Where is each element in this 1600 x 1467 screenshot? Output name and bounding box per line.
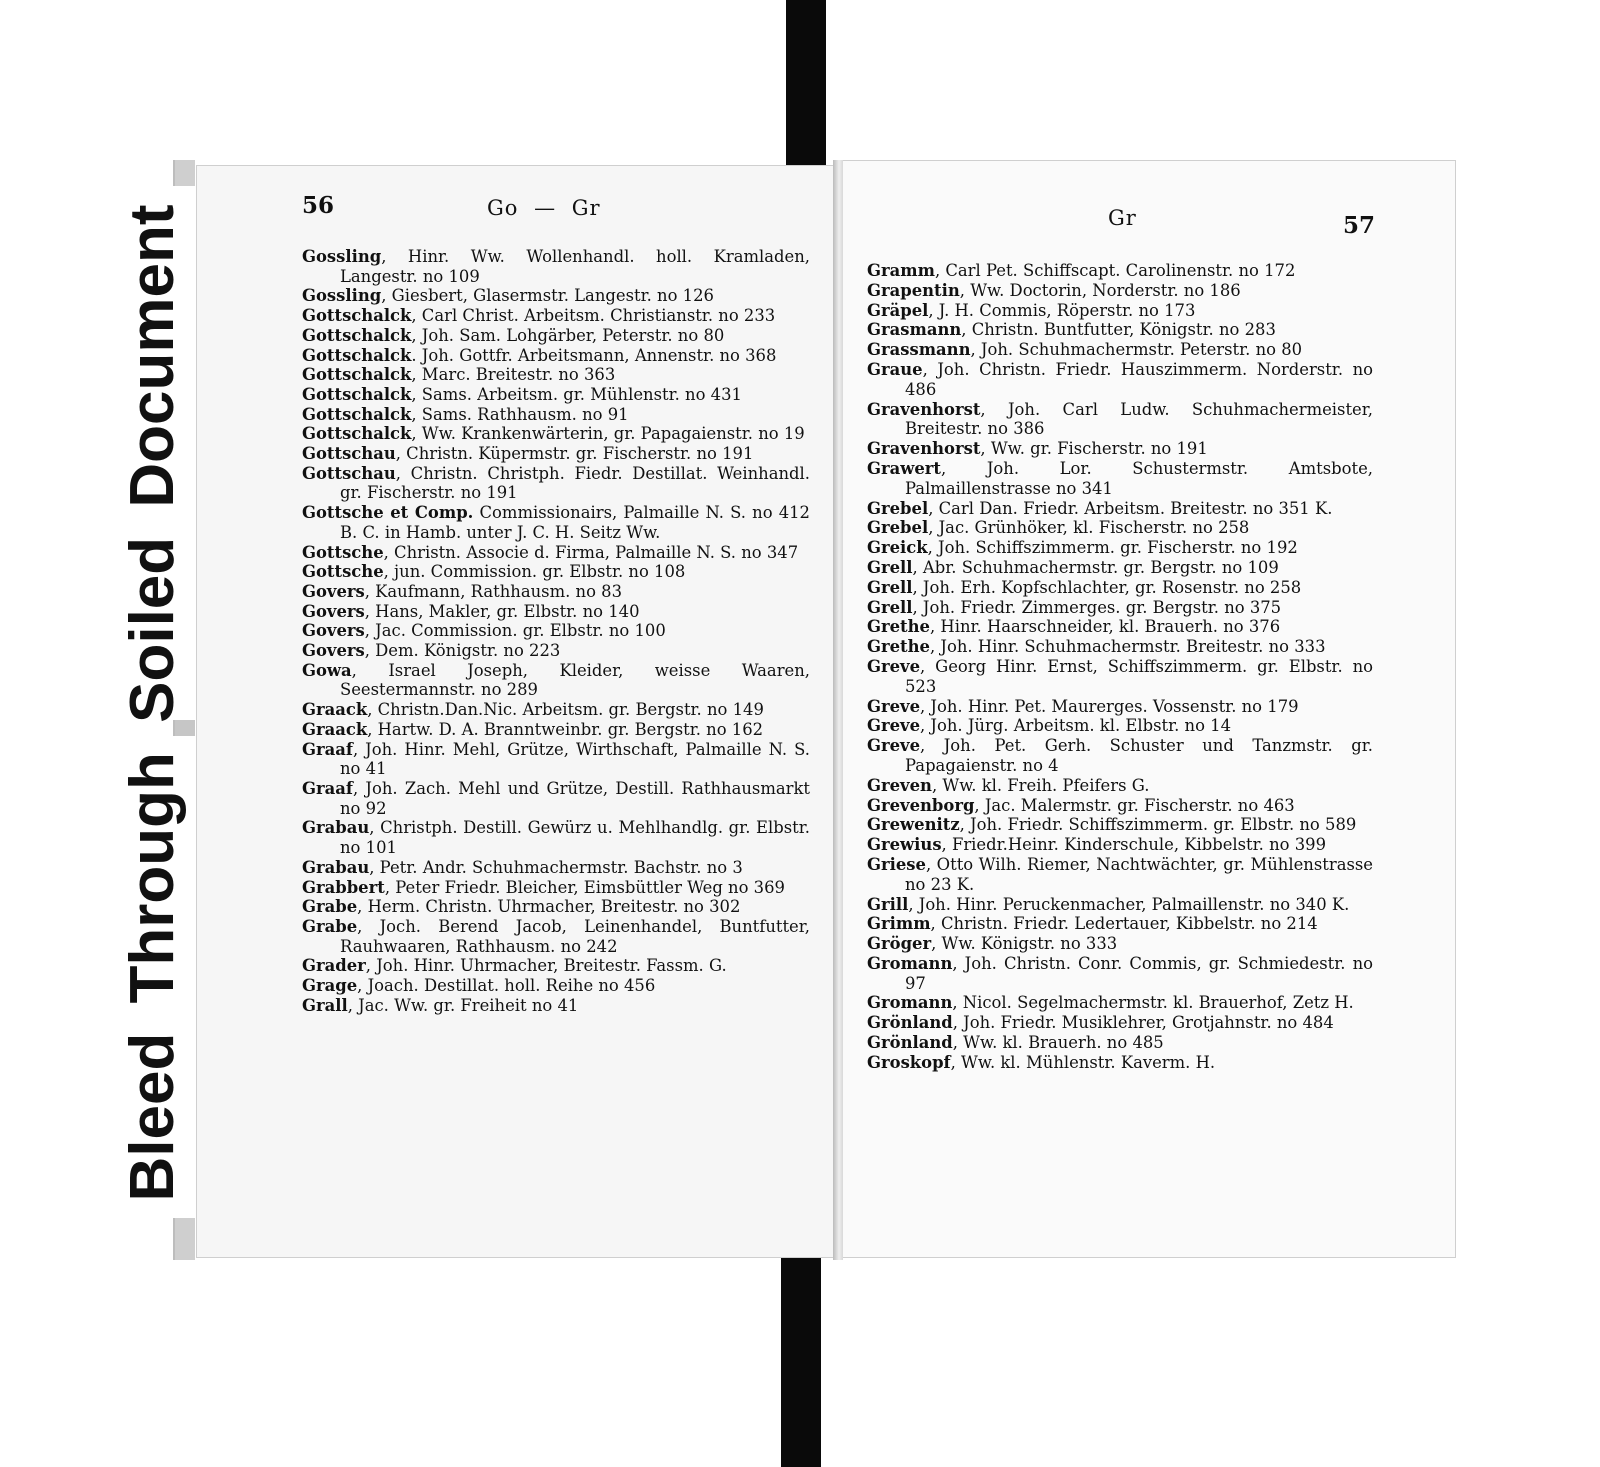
directory-entry (302, 562, 810, 582)
directory-entry (867, 993, 1373, 1013)
directory-entry (867, 499, 1373, 519)
entry-surname: Govers (302, 581, 365, 601)
entry-surname: Gottschau (302, 444, 396, 464)
left-running-head: Go — Gr (487, 196, 601, 220)
entry-details: , Joh. Pet. Gerh. Schuster und Tanzmstr. gr. Papagaienstr. no 4 (905, 736, 1373, 775)
page-edge-strip (173, 1218, 195, 1260)
directory-entry (302, 700, 810, 720)
entry-surname: Graack (302, 719, 368, 739)
entry-details: , Jac. Grünhöker, kl. Fischerstr. no 258 (928, 518, 1250, 538)
entry-surname: Gottschau (302, 463, 396, 483)
entry-surname: Gromann (867, 993, 953, 1013)
entry-details: , Joh. Christn. Conr. Commis, gr. Schmiedestr. no 97 (905, 953, 1373, 993)
directory-entry (867, 1053, 1373, 1073)
entry-surname: Gottschalck (302, 325, 412, 345)
directory-entry (302, 818, 810, 857)
entry-details: , Hartw. D. A. Branntweinbr. gr. Bergstr. no 162 (367, 719, 764, 739)
entry-surname: Gräpel (867, 300, 929, 320)
directory-entry (867, 716, 1373, 736)
directory-entry (302, 424, 810, 444)
entry-surname: Govers (302, 641, 365, 661)
directory-entry (867, 360, 1373, 400)
entry-surname: Grasmann (867, 320, 962, 340)
entry-details: , Sams. Rathhausm. no 91 (411, 404, 629, 424)
directory-entry (302, 897, 810, 917)
directory-entry (302, 326, 810, 346)
directory-entry (302, 779, 810, 818)
entry-details: , Joh. Erh. Kopfschlachter, gr. Rosenstr. no 258 (912, 577, 1302, 597)
entry-details: , Abr. Schuhmachermstr. gr. Bergstr. no 109 (912, 557, 1279, 577)
entry-surname: Grill (867, 894, 909, 914)
directory-entry (867, 281, 1373, 301)
entry-surname: Gottschalck (302, 424, 412, 444)
directory-entry (302, 405, 810, 425)
entry-surname: Grimm (867, 914, 931, 934)
entry-details: , Carl Christ. Arbeitsm. Christianstr. no 233 (411, 306, 776, 326)
entry-details: , Joh. Jürg. Arbeitsm. kl. Elbstr. no 14 (920, 716, 1232, 736)
directory-entry (302, 286, 810, 306)
entry-details: , Joach. Destillat. holl. Reihe no 456 (357, 976, 656, 996)
entry-surname: Grönland (867, 1013, 953, 1033)
entry-surname: Govers (302, 601, 365, 621)
entry-details: , Giesbert, Glasermstr. Langestr. no 126 (381, 286, 714, 306)
entry-details: , Joh. Hinr. Mehl, Grütze, Wirthschaft, Palmaille N. S. no 41 (340, 739, 810, 779)
entry-details: , Ww. kl. Brauerh. no 485 (952, 1033, 1164, 1053)
entry-details: , Herm. Christn. Uhrmacher, Breitestr. no 302 (357, 897, 741, 917)
entry-surname: Grapentin (867, 280, 960, 300)
entry-details: , Joh. Schiffszimmerm. gr. Fischerstr. no 192 (927, 538, 1298, 558)
entry-details: , Christph. Destill. Gewürz u. Mehlhandlg. gr. Elbstr. no 101 (340, 818, 810, 858)
entry-surname: Grader (302, 956, 366, 976)
entry-surname: Gravenhorst (867, 439, 981, 459)
directory-entry (302, 543, 810, 563)
entry-surname: Grevenborg (867, 795, 975, 815)
entry-surname: Gromann (867, 953, 953, 973)
entry-surname: Grethe (867, 637, 930, 657)
entry-surname: Greve (867, 716, 921, 736)
directory-entry (302, 720, 810, 740)
directory-entry (302, 385, 810, 405)
directory-entry (867, 954, 1373, 994)
directory-entry (867, 657, 1373, 697)
entry-surname: Gottschalck (302, 345, 412, 365)
entry-details: , Israel Joseph, Kleider, weisse Waaren, Seestermannstr. no 289 (340, 660, 810, 700)
entry-surname: Gossling (302, 247, 382, 266)
entry-surname: Grassmann (867, 340, 971, 360)
entry-surname: Grell (867, 557, 913, 577)
entry-details: , Joch. Berend Jacob, Leinenhandel, Buntfutter, Rauhwaaren, Rathhausm. no 242 (340, 916, 810, 956)
entry-details: , Joh. Friedr. Schiffszimmerm. gr. Elbstr. no 589 (959, 815, 1357, 835)
directory-entry (302, 306, 810, 326)
entry-surname: Greve (867, 656, 921, 676)
entry-details: , Friedr.Heinr. Kinderschule, Kibbelstr. no 399 (941, 835, 1327, 855)
entry-details: Commissionairs, Palmaille N. S. no 412 B. C. in Hamb. unter J. C. H. Seitz Ww. (340, 503, 810, 542)
entry-details: , Ww. kl. Mühlenstr. Kaverm. H. (950, 1052, 1216, 1072)
directory-entry (302, 878, 810, 898)
directory-entry (867, 598, 1373, 618)
entry-surname: Gottschalck (302, 306, 412, 326)
entry-details: , Carl Dan. Friedr. Arbeitsm. Breitestr. no 351 K. (928, 498, 1333, 518)
entry-details: , Christn. Associe d. Firma, Palmaille N. S. no 347 (383, 542, 799, 562)
entry-details: , Nicol. Segelmachermstr. kl. Brauerhof, Zetz H. (952, 993, 1354, 1013)
entry-details: , Joh. Lor. Schustermstr. Amtsbote, Palmaillenstrasse no 341 (905, 458, 1373, 498)
directory-entry (302, 641, 810, 661)
directory-entry (867, 439, 1373, 459)
entry-details: , Joh. Hinr. Uhrmacher, Breitestr. Fassm. G. (365, 956, 727, 976)
entry-surname: Gottschalck (302, 365, 412, 385)
entry-details: , Carl Pet. Schiffscapt. Carolinenstr. no 172 (934, 261, 1296, 280)
entry-surname: Grabau (302, 818, 370, 838)
directory-entry (867, 914, 1373, 934)
directory-entry (867, 1013, 1373, 1033)
entry-details: , J. H. Commis, Röperstr. no 173 (928, 300, 1196, 320)
directory-entry (302, 858, 810, 878)
entry-details: , Christn. Küpermstr. gr. Fischerstr. no 191 (395, 444, 754, 464)
entry-details: , Jac. Ww. gr. Freiheit no 41 (347, 995, 579, 1015)
right-page-number: 57 (1343, 212, 1376, 239)
entry-details: , Joh. Carl Ludw. Schuhmachermeister, Breitestr. no 386 (905, 399, 1373, 439)
entry-details: , Hinr. Ww. Wollenhandl. holl. Kramladen, Langestr. no 109 (340, 247, 810, 286)
entry-surname: Grabe (302, 916, 358, 936)
entry-surname: Gottschalck (302, 404, 412, 424)
entry-surname: Grewius (867, 835, 942, 855)
entry-details: , Joh. Friedr. Musiklehrer, Grotjahnstr. no 484 (952, 1013, 1334, 1033)
entry-surname: Grebel (867, 498, 929, 518)
directory-entry (867, 835, 1373, 855)
entry-details: , Ww. Königstr. no 333 (931, 934, 1118, 954)
directory-entry (302, 956, 810, 976)
right-running-head: Gr (1108, 206, 1137, 230)
entry-surname: Grethe (867, 617, 930, 637)
vertical-label: Bleed Through Soiled Document (118, 204, 187, 1202)
directory-entry (302, 740, 810, 779)
entry-details: . Joh. Gottfr. Arbeitsmann, Annenstr. no 368 (411, 345, 777, 365)
entry-details: , Peter Friedr. Bleicher, Eimsbüttler Weg no 369 (384, 877, 785, 897)
entry-details: , Christn. Friedr. Ledertauer, Kibbelstr. no 214 (930, 914, 1318, 934)
entry-surname: Gottschalck (302, 384, 412, 404)
entry-details: , Sams. Arbeitsm. gr. Mühlenstr. no 431 (411, 384, 742, 404)
entry-surname: Grewenitz (867, 815, 960, 835)
directory-entry (867, 320, 1373, 340)
directory-entry (867, 815, 1373, 835)
entry-details: , Ww. Doctorin, Norderstr. no 186 (959, 280, 1241, 300)
entry-details: , Jac. Malermstr. gr. Fischerstr. no 463 (974, 795, 1295, 815)
entry-details: , Jac. Commission. gr. Elbstr. no 100 (364, 621, 666, 641)
entry-details: , Joh. Friedr. Zimmerges. gr. Bergstr. no 375 (912, 597, 1282, 617)
entry-surname: Grage (302, 976, 358, 996)
directory-entry (867, 400, 1373, 440)
entry-details: , Ww. Krankenwärterin, gr. Papagaienstr. no 19 (411, 424, 805, 444)
entry-surname: Grönland (867, 1033, 953, 1053)
directory-entry (867, 855, 1373, 895)
directory-entry (867, 261, 1373, 281)
entry-surname: Gröger (867, 934, 932, 954)
entry-details: , Joh. Zach. Mehl und Grütze, Destill. Rathhausmarkt no 92 (340, 778, 810, 818)
entry-surname: Gramm (867, 261, 935, 280)
entry-details: , Ww. gr. Fischerstr. no 191 (980, 439, 1208, 459)
directory-entry (867, 538, 1373, 558)
entry-details: , Joh. Hinr. Peruckenmacher, Palmaillenstr. no 340 K. (908, 894, 1350, 914)
entry-details: , Joh. Christn. Friedr. Hauszimmerm. Norderstr. no 486 (905, 359, 1373, 399)
entry-surname: Graaf (302, 778, 353, 798)
directory-entry (867, 617, 1373, 637)
entry-details: , Petr. Andr. Schuhmachermstr. Bachstr. no 3 (369, 857, 743, 877)
entry-surname: Grawert (867, 458, 941, 478)
entry-surname: Graue (867, 359, 923, 379)
directory-entry (867, 895, 1373, 915)
book-gutter (833, 160, 843, 1260)
entry-surname: Govers (302, 621, 365, 641)
entry-details: , Joh. Hinr. Schuhmachermstr. Breitestr. no 333 (929, 637, 1326, 657)
entry-surname: Gottsche et Comp. (302, 503, 474, 523)
entry-surname: Grabbert (302, 877, 385, 897)
left-page-number: 56 (302, 192, 335, 219)
directory-entry (302, 621, 810, 641)
directory-entry (302, 661, 810, 700)
entry-surname: Grebel (867, 518, 929, 538)
directory-entry (867, 796, 1373, 816)
entry-surname: Greve (867, 696, 921, 716)
directory-entry (302, 247, 810, 286)
entry-details: , Joh. Sam. Lohgärber, Peterstr. no 80 (411, 325, 725, 345)
entry-details: , Otto Wilh. Riemer, Nachtwächter, gr. Mühlenstrasse no 23 K. (905, 854, 1373, 894)
directory-entry (867, 697, 1373, 717)
directory-entry (302, 582, 810, 602)
entry-surname: Graack (302, 700, 368, 720)
directory-entry (867, 1033, 1373, 1053)
entry-surname: Greve (867, 736, 921, 756)
directory-entry (302, 444, 810, 464)
left-entry-list (302, 247, 810, 1015)
entry-surname: Grell (867, 577, 913, 597)
directory-entry (867, 934, 1373, 954)
entry-surname: Gottsche (302, 542, 384, 562)
right-entry-list (867, 261, 1373, 1073)
entry-surname: Gottsche (302, 562, 384, 582)
entry-details: , Ww. kl. Freih. Pfeifers G. (931, 775, 1150, 795)
directory-entry (302, 602, 810, 622)
entry-details: , Kaufmann, Rathhausm. no 83 (364, 581, 623, 601)
directory-entry (302, 464, 810, 503)
entry-surname: Graaf (302, 739, 353, 759)
entry-surname: Griese (867, 854, 926, 874)
entry-details: , Joh. Hinr. Pet. Maurerges. Vossenstr. no 179 (920, 696, 1299, 716)
entry-surname: Grabe (302, 897, 358, 917)
entry-surname: Gravenhorst (867, 399, 981, 419)
directory-entry (302, 976, 810, 996)
directory-entry (302, 996, 810, 1016)
entry-surname: Gossling (302, 286, 382, 306)
directory-entry (867, 578, 1373, 598)
directory-entry (867, 340, 1373, 360)
entry-surname: Groskopf (867, 1052, 951, 1072)
entry-details: , Georg Hinr. Ernst, Schiffszimmerm. gr. Elbstr. no 523 (905, 656, 1373, 696)
directory-entry (867, 459, 1373, 499)
entry-details: , Christn. Christph. Fiedr. Destillat. Weinhandl. gr. Fischerstr. no 191 (340, 463, 810, 503)
entry-surname: Gowa (302, 660, 352, 680)
directory-entry (867, 776, 1373, 796)
entry-details: , jun. Commission. gr. Elbstr. no 108 (383, 562, 686, 582)
entry-details: , Hans, Makler, gr. Elbstr. no 140 (364, 601, 640, 621)
binder-clip-bottom (781, 1254, 821, 1467)
entry-surname: Grall (302, 995, 348, 1015)
entry-details: , Christn.Dan.Nic. Arbeitsm. gr. Bergstr. no 149 (367, 700, 764, 720)
directory-entry (867, 558, 1373, 578)
entry-surname: Greven (867, 775, 932, 795)
entry-surname: Grell (867, 597, 913, 617)
entry-details: , Hinr. Haarschneider, kl. Brauerh. no 376 (929, 617, 1281, 637)
directory-entry (867, 301, 1373, 321)
entry-surname: Greick (867, 538, 928, 558)
directory-entry (302, 917, 810, 956)
entry-details: , Christn. Buntfutter, Königstr. no 283 (961, 320, 1276, 340)
entry-details: , Dem. Königstr. no 223 (364, 641, 561, 661)
directory-entry (867, 736, 1373, 776)
entry-details: , Joh. Schuhmachermstr. Peterstr. no 80 (970, 340, 1303, 360)
directory-entry (867, 518, 1373, 538)
binder-clip-top (786, 0, 826, 168)
directory-entry (302, 365, 810, 385)
entry-details: , Marc. Breitestr. no 363 (411, 365, 616, 385)
directory-entry (302, 346, 810, 366)
entry-surname: Grabau (302, 857, 370, 877)
directory-entry (867, 637, 1373, 657)
directory-entry (302, 503, 810, 542)
